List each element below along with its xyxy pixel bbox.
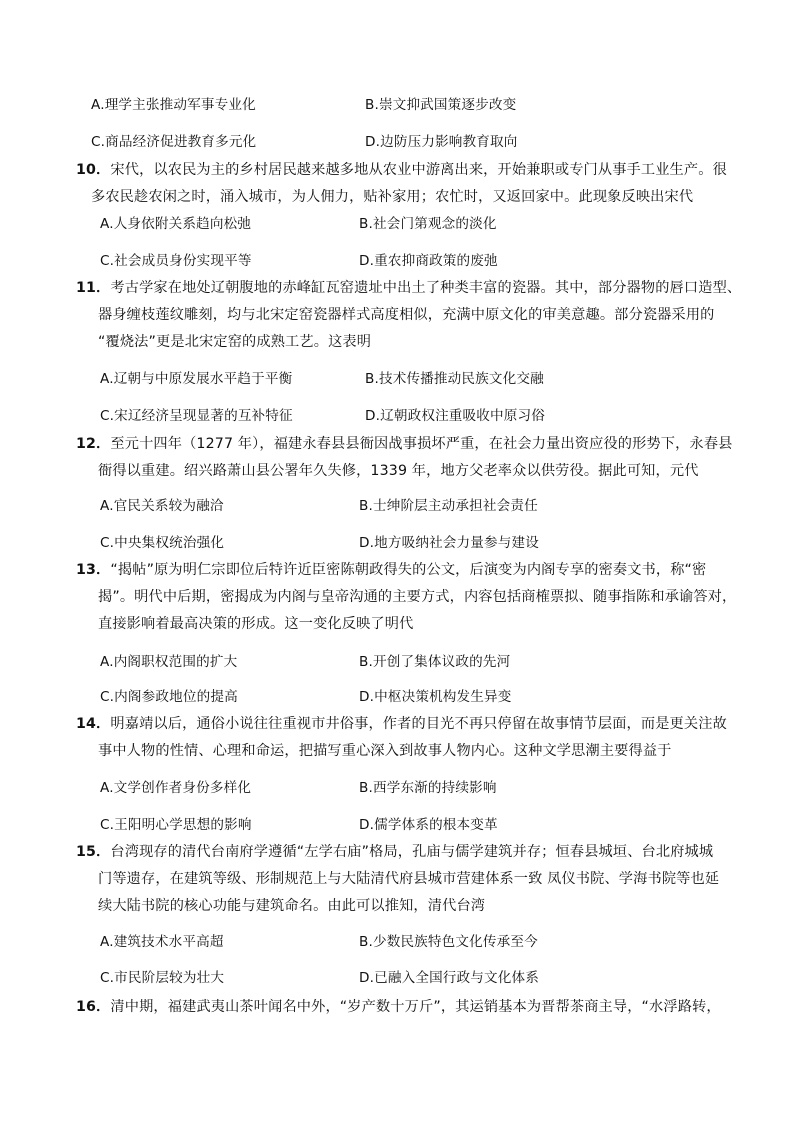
q11-number: 11．: [76, 280, 111, 296]
q13-stem-line-1: 13．“揭帖”原为明仁宗即位后特许近臣密陈朝政得失的公文，后演变为内阁专享的密奏文书，称“密: [76, 562, 707, 578]
q10-option-a[interactable]: A.人身依附关系趋向松弛: [100, 216, 252, 232]
q13-option-c[interactable]: C.内阁参政地位的提高: [100, 689, 238, 705]
q11-option-a[interactable]: A.辽朝与中原发展水平趋于平衡: [100, 371, 293, 387]
q13-option-b[interactable]: B.开创了集体议政的先河: [359, 654, 511, 670]
q15-stem-line-3: 续大陆书院的核心功能与建筑命名。由此可以推知，清代台湾: [98, 898, 486, 914]
q10-option-c[interactable]: C.社会成员身份实现平等: [100, 253, 252, 269]
q14-option-c[interactable]: C.王阳明心学思想的影响: [100, 817, 252, 833]
q14-stem-line-2: 事中人物的性情、心理和命运，把描写重心深入到故事人物内心。这种文学思潮主要得益于: [98, 743, 672, 759]
q16-stem-line-1: 16．清中期，福建武夷山茶叶闻名中外，“岁产数十万斤”，其运销基本为晋帮茶商主导，“水浮路转，: [76, 999, 721, 1015]
q14-option-a[interactable]: A.文学创作者身份多样化: [100, 780, 252, 796]
q13-stem-line-3: 直接影响着最高决策的形成。这一变化反映了明代: [98, 616, 414, 632]
q9-option-d[interactable]: D.边防压力影响教育取向: [365, 134, 518, 150]
q13-number: 13．: [76, 562, 111, 578]
q14-option-d[interactable]: D.儒学体系的根本变革: [359, 817, 498, 833]
q15-option-a[interactable]: A.建筑技术水平高超: [100, 934, 224, 950]
q14-option-b[interactable]: B.西学东渐的持续影响: [359, 780, 497, 796]
q9-option-c[interactable]: C.商品经济促进教育多元化: [91, 134, 257, 150]
q15-number: 15．: [76, 844, 111, 860]
q16-number: 16．: [76, 999, 111, 1015]
q15-stem-line-1: 15．台湾现存的清代台南府学遵循“左学右庙”格局，孔庙与儒学建筑并存；恒春县城垣、台北府城城: [76, 844, 714, 860]
q13-option-d[interactable]: D.中枢决策机构发生异变: [359, 689, 512, 705]
q13-stem-line-2: 揭”。明代中后期，密揭成为内阁与皇帝沟通的主要方式，内容包括商榷票拟、随事指陈和承谕答对，: [98, 589, 737, 605]
q15-option-b[interactable]: B.少数民族特色文化传承至今: [359, 934, 538, 950]
q12-option-d[interactable]: D.地方吸纳社会力量参与建设: [359, 535, 540, 551]
q15-stem-line-2: 门等遗存，在建筑等级、形制规范上与大陆清代府县城市营建体系一致 凤仪书院、学海书院等也延: [98, 871, 720, 887]
q10-number: 10．: [76, 162, 111, 178]
q14-stem-line-1: 14．明嘉靖以后，通俗小说往往重视市井俗事，作者的目光不再只停留在故事情节层面，而是更关注故: [76, 716, 727, 732]
q12-number: 12．: [76, 436, 111, 452]
q11-stem-line-2: 器身缠枝莲纹雕刻，均与北宋定窑瓷器样式高度相似，充满中原文化的审美意趣。部分瓷器采用的: [98, 307, 715, 323]
q10-option-b[interactable]: B.社会门第观念的淡化: [359, 216, 497, 232]
q14-number: 14．: [76, 716, 111, 732]
q12-stem-line-1: 12．至元十四年（1277 年），福建永春县县衙因战事损坏严重，在社会力量出资应役的形势下，永春县: [76, 436, 733, 452]
q9-option-a[interactable]: A.理学主张推动军事专业化: [91, 97, 256, 113]
q12-option-a[interactable]: A.官民关系较为融洽: [100, 498, 224, 514]
q11-stem-line-1: 11．考古学家在地处辽朝腹地的赤峰缸瓦窑遗址中出土了种类丰富的瓷器。其中，部分器物的唇口造型、: [76, 280, 742, 296]
q15-option-d[interactable]: D.已融入全国行政与文化体系: [359, 970, 540, 986]
q11-option-d[interactable]: D.辽朝政权注重吸收中原习俗: [365, 408, 546, 424]
q12-option-c[interactable]: C.中央集权统治强化: [100, 535, 225, 551]
q10-option-d[interactable]: D.重农抑商政策的废弛: [359, 253, 498, 269]
q11-option-b[interactable]: B.技术传播推动民族文化交融: [365, 371, 544, 387]
q10-stem-line-2: 多农民趁农闲之时，涌入城市，为人佣力，贴补家用；农忙时，又返回家中。此现象反映出宋代: [91, 189, 694, 205]
q11-stem-line-3: “覆烧法”更是北宋定窑的成熟工艺。这表明: [98, 334, 372, 350]
q11-option-c[interactable]: C.宋辽经济呈现显著的互补特征: [100, 408, 293, 424]
q12-stem-line-2: 衙得以重建。绍兴路萧山县公署年久失修，1339 年，地方父老率众以供劳役。据此可知，元代: [98, 463, 699, 479]
q12-option-b[interactable]: B.士绅阶层主动承担社会责任: [359, 498, 538, 514]
q10-stem-line-1: 10．宋代，以农民为主的乡村居民越来越多地从农业中游离出来，开始兼职或专门从事手工业生产。很: [76, 162, 727, 178]
q13-option-a[interactable]: A.内阁职权范围的扩大: [100, 654, 238, 670]
q15-option-c[interactable]: C.市民阶层较为壮大: [100, 970, 225, 986]
q9-option-b[interactable]: B.崇文抑武国策逐步改变: [365, 97, 517, 113]
